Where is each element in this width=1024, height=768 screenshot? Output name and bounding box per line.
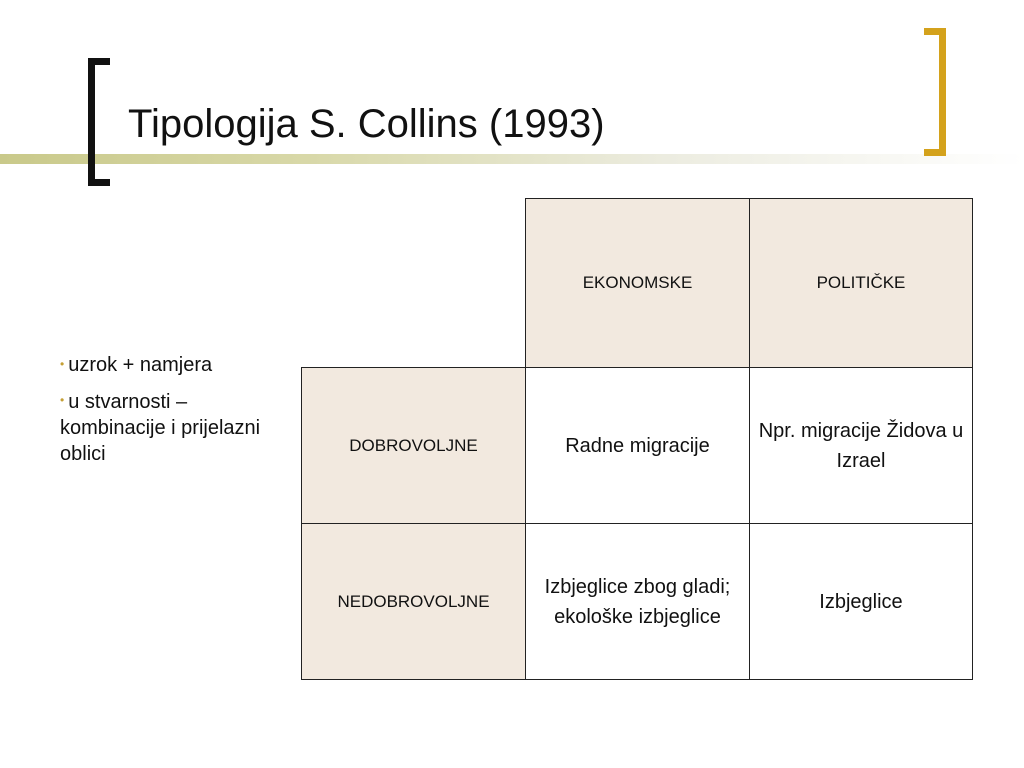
column-header-economic: EKONOMSKE: [525, 198, 750, 368]
row-header-involuntary: NEDOBROVOLJNE: [301, 523, 526, 680]
left-bracket-decoration: [88, 58, 110, 186]
typology-table: [301, 198, 973, 680]
table-cell: Radne migracije: [525, 367, 750, 524]
bullet-text: u stvarnosti – kombinacije i prijelazni oblici: [60, 390, 261, 466]
bullet-item: [60, 352, 275, 379]
title-underline-decoration: [0, 154, 1024, 164]
column-header-political: POLITIČKE: [749, 198, 973, 368]
bullet-item: [60, 389, 275, 468]
table-cell: Izbjeglice zbog gladi; ekološke izbjeglice: [525, 523, 750, 680]
table-cell: Npr. migracije Židova u Izrael: [749, 367, 973, 524]
bullet-dot-icon: •: [60, 356, 65, 371]
bullet-list: [60, 352, 275, 477]
slide-title: Tipologija S. Collins (1993): [128, 102, 605, 146]
bullet-dot-icon: •: [60, 393, 65, 408]
bullet-text: uzrok + namjera: [68, 354, 213, 376]
table-cell: Izbjeglice: [749, 523, 973, 680]
right-bracket-decoration: [924, 28, 946, 156]
row-header-voluntary: DOBROVOLJNE: [301, 367, 526, 524]
